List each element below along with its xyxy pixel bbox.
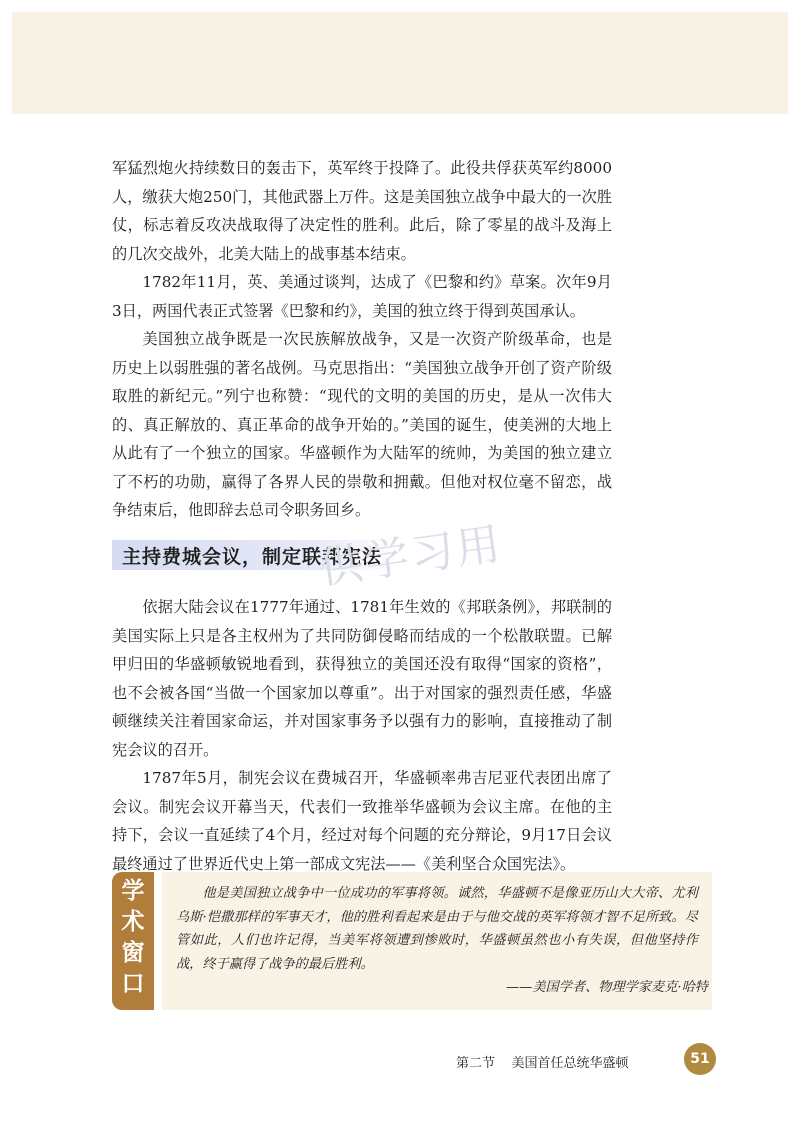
quote-text: 他是美国独立战争中一位成功的军事将领。诚然，华盛顿不是像亚历山大大帝、尤利乌斯·恺撒那样的军事天才，他的胜利看起来是由于与他交战的英军将领才智不足所致。尽管如此，人们也许记得，当美军将领遭到惨败时，华盛顿虽然也小有失误，但他坚持作战，终于赢得了战争的最后胜利。: [176, 886, 698, 972]
paragraph: 依据大陆会议在1777年通过、1781年生效的《邦联条例》，邦联制的美国实际上只是各主权州为了共同防御侵略而结成的一个松散联盟。已解甲归田的华盛顿敏锐地看到，获得独立的美国还没有取得“国家的资格”，也不会被各国“当做一个国家加以尊重”。出于对国家的强烈责任感，华盛顿继续关注着国家命运，并对国家事务予以强有力的影响，直接推动了制宪会议的召开。: [112, 598, 612, 759]
academic-window-label: [112, 872, 154, 1010]
page-number: 51: [684, 1043, 716, 1075]
section-heading: [112, 540, 397, 570]
paragraph: 1782年11月，英、美通过谈判，达成了《巴黎和约》草案。次年9月3日，两国代表正式签署《巴黎和约》，美国的独立终于得到英国承认。: [112, 273, 612, 320]
top-band: [12, 12, 788, 114]
paragraph: 美国独立战争既是一次民族解放战争，又是一次资产阶级革命，也是历史上以弱胜强的著名战例。马克思指出：“美国独立战争开创了资产阶级取胜的新纪元。”列宁也称赞：“现代的文明的美国的历史，是从一次伟大的、真正解放的、真正革命的战争开始的。”美国的诞生，使美洲的大地上从此有了一个独立的国家。华盛顿作为大陆军的统帅，为美国的独立建立了不朽的功勋，赢得了各界人民的崇敬和拥戴。但他对权位毫不留恋，战争结束后，他即辞去总司令职务回乡。: [112, 330, 612, 519]
academic-window-label-text: 学 术 窗 口: [121, 878, 145, 997]
body-text-top: [112, 154, 612, 525]
academic-window-quote: [176, 882, 698, 976]
body-text-bottom: [112, 593, 612, 878]
quote-source: ——美国学者、物理学家麦克·哈特: [505, 980, 708, 995]
page-footer: [456, 1052, 629, 1071]
footer-section-label: 第二节: [456, 1056, 496, 1071]
paragraph: 军猛烈炮火持续数日的轰击下，英军终于投降了。此役共俘获英军约8000人，缴获大炮250门，其他武器上万件。这是美国独立战争中最大的一次胜仗，标志着反攻决战取得了决定性的胜利。此后，除了零星的战斗及海上的几次交战外，北美大陆上的战事基本结束。: [112, 159, 612, 263]
watermark: 供学习用: [315, 518, 506, 595]
paragraph: 1787年5月，制宪会议在费城召开，华盛顿率弗吉尼亚代表团出席了会议。制宪会议开幕当天，代表们一致推举华盛顿为会议主席。在他的主持下，会议一直延续了4个月，经过对每个问题的充分辩论，9月17日会议最终通过了世界近代史上第一部成文宪法——《美利坚合众国宪法》。: [112, 769, 612, 873]
footer-chapter-title: 美国首任总统华盛顿: [511, 1056, 629, 1071]
section-title: 主持费城会议，制定联邦宪法: [122, 546, 383, 568]
